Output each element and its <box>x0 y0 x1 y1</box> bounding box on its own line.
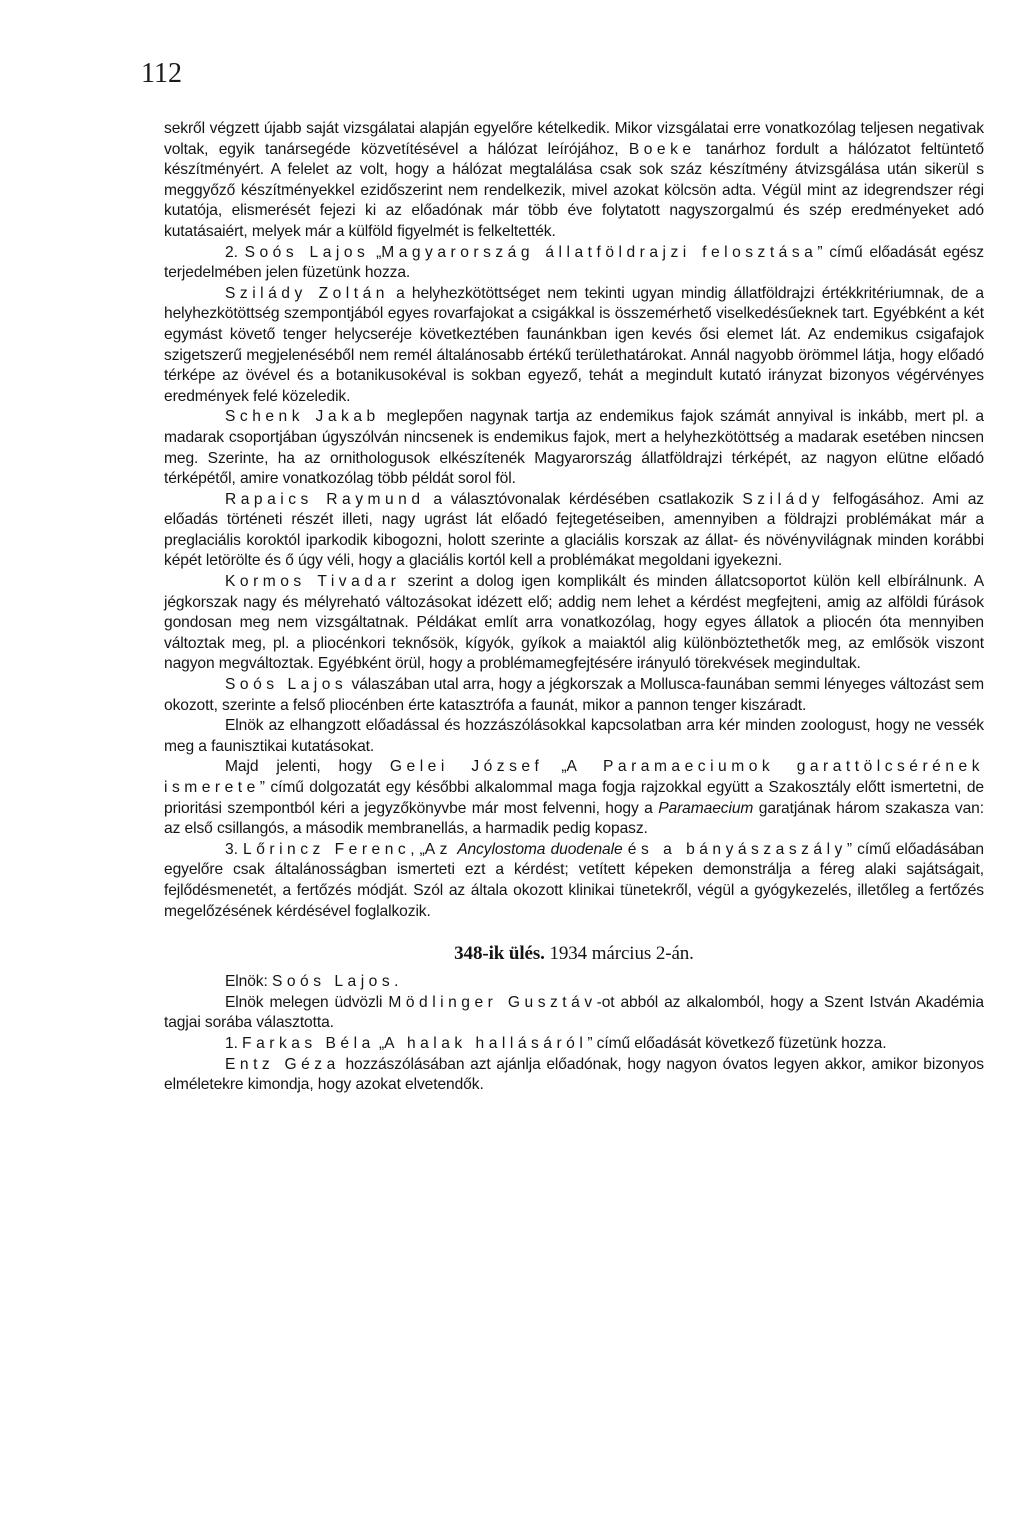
text-run: Elnök: <box>225 973 272 991</box>
paragraph <box>164 572 984 675</box>
spaced-name: Mödlinger Gusztáv <box>388 993 597 1011</box>
text-run: , „ <box>410 840 425 858</box>
paragraph <box>164 1034 984 1055</box>
paragraph <box>164 243 984 284</box>
paragraph <box>164 993 984 1034</box>
paragraph <box>164 840 984 922</box>
paragraph <box>164 675 984 716</box>
spaced-name: Soós Lajos <box>244 243 370 261</box>
spaced-name: Kormos Tivadar <box>225 573 401 591</box>
text-run: . <box>394 973 399 991</box>
text-run: 2. <box>225 243 245 261</box>
body-text <box>164 119 984 1096</box>
italic-term: Paramaecium <box>658 799 754 817</box>
text-run: ” című előadását következő füzetünk hozza. <box>587 1034 887 1052</box>
text-run: -ot abból az alkalomból, hogy a Szent István Akadémia tagjai sorába választotta. <box>164 993 984 1032</box>
paragraph <box>164 407 984 489</box>
spaced-name: Szilády <box>742 490 825 508</box>
text-run: a helyhezkötöttséget nem tekinti ugyan mindig állatföldrajzi értékkritériumnak, de a helyhezkötöttség szempontjából egyes rovarfajokat a csigákkal is összemérhető viselkedésűeknek tart. Egyébként a két egymást követő tenger helycseréje következtében faunánkban igen kevés ősi elemet lát. Az endemikus csigafajok szigetszerű megjelenéséből nem remél általánosabb értékű területhatárokat. Annál nagyobb örömmel látja, hogy előadó térképe az övével és a botanikusokéval is sokban egyező, tehát a megindult kutató irányzat bizonyos végérvényes eredmények felé közeledik. <box>164 284 984 405</box>
proceedings-paragraphs <box>164 119 984 922</box>
spaced-name: Boeke <box>628 140 696 158</box>
session-heading <box>164 942 984 966</box>
spaced-name: Rapaics Raymund <box>225 490 425 508</box>
text-run: „ <box>369 243 382 261</box>
spaced-name: A Paramaeciumok garattölcsérének ismerete <box>164 758 984 796</box>
spaced-name: és a bányászaszály <box>627 840 847 858</box>
text-run: garatjának három szakasza van: az első csillangós, a második membranellás, a harmadik pedig kopasz. <box>164 799 984 838</box>
spaced-name: Entz Géza <box>225 1055 340 1073</box>
spaced-name: Az <box>424 840 452 858</box>
paragraph <box>164 1055 984 1096</box>
text-run: ” című előadását egész terjedelmében jelen füzetünk hozza. <box>164 243 985 282</box>
paragraph <box>164 490 984 572</box>
text-run: felfogásához. Ami az előadás történeti részét illeti, nagy ugrást lát előadó fejtegetéseiben, amennyiben a földrajzi problémákat már a preglaciális koroktól iparkodik kibogozni, holott szerinte a glaciális korszak az állat- és növényvilágnak minden korábbi képét letörölte és ő úgy véli, hogy a glaciális kortól kell a problémákat megoldani igyekezni. <box>164 490 984 570</box>
paragraph <box>164 716 984 757</box>
spaced-name: Schenk Jakab <box>225 408 380 426</box>
text-run: Majd jelenti, hogy <box>225 758 390 776</box>
text-run: „ <box>374 1034 385 1052</box>
spaced-name: Soós Lajos <box>225 676 348 694</box>
spaced-name: Farkas Béla <box>242 1034 375 1052</box>
text-run: „ <box>543 758 567 776</box>
text-run: ” című dolgozatát egy későbbi alkalommal maga fogja rajzokkal együtt a Szakosztály előtt ismertetni, de prioritási szempontból kéri a jegyzőkönyvbe már most felvenni, hogy a <box>164 779 984 817</box>
text-run: 1. <box>225 1034 243 1052</box>
page-number: 112 <box>141 58 182 89</box>
paragraph <box>164 284 984 408</box>
session-number: 348-ik ülés. <box>454 943 545 965</box>
text-run: válaszában utal arra, hogy a jégkorszak a Mollusca-faunában semmi lényeges változást sem okozott, szerinte a felső pliocénben érte katasztrófa a faunát, mikor a pannon tenger kiszáradt. <box>164 676 985 714</box>
text-run: tanárhoz fordult a hálózatot feltüntető készítményért. A felelet az volt, hogy a hálózat megtalálása csak sok száz készítmény átvizsgálása után sikerül s meggyőző készítményekkel ezidőszerint nem rendelkezik, mivel azokat kölcsön adta. Végül mint az idegrendszer régi kutatója, elismerését fejezi ki az előadónak már több éve folytatott nagyszorgalmú és szép eredményeket adó kutatásaiért, melyek már a külföld figyelmét is felkeltették. <box>164 140 984 240</box>
text-run: hozzászólásában azt ajánlja előadónak, hogy nagyon óvatos legyen akkor, amikor bizonyos elméletekre kimondja, hogy azokat elvetendők. <box>164 1055 985 1094</box>
paragraph <box>164 972 984 993</box>
paragraph <box>164 757 984 839</box>
text-run: 3. <box>225 840 244 858</box>
spaced-name: Magyarország állatföldrajzi felosztása <box>381 243 818 261</box>
text-run: Elnök melegen üdvözli <box>225 993 389 1011</box>
text-run: sekről végzett újabb saját vizsgálatai alapján egyelőre kételkedik. Mikor vizsgálatai erre vonatkozólag teljesen negativak voltak, egyik tanársegéde közvetítésével a hálózat leírójához, <box>164 120 984 158</box>
session-paragraphs <box>164 972 984 1096</box>
spaced-name: Lőrincz Ferenc <box>243 840 411 858</box>
text-run: a választóvonalak kérdésében csatlakozik <box>424 490 743 508</box>
text-run: meglepően nagynak tartja az endemikus fajok számát annyival is inkább, mert pl. a madarak csoportjában úgyszólván nincsenek is endemikus fajok, mert a helyhezkötöttség a madarak esetében nincsen meg. Szerinte, ha az ornithologusok elkészítenék Magyarország állatföldrajzi térképét, az nagyon elütne előadó térképétől, amire vonatkozólag több példát sorol föl. <box>164 408 984 488</box>
text-run: ” című előadásában egyelőre csak általánosságban ismerteti ezt a kérdést; vetített képeken demonstrálja a féreg alaki sajátságait, fejlődésmenetét, a fertőzés módját. Szól az általa okozott klinikai tünetekről, végül a gyógykezelés, illetőleg a fertőzés megelőzésének kérdésével foglalkozik. <box>164 840 984 920</box>
text-run: Elnök az elhangzott előadással és hozzászólásokkal kapcsolatban arra kér minden zoologust, hogy ne vessék meg a faunisztikai kutatásokat. <box>164 717 984 755</box>
spaced-name: Soós Lajos <box>271 973 395 991</box>
paragraph <box>164 119 984 243</box>
text-run: szerint a dolog igen komplikált és minden állatcsoportot külön kell elbírálnunk. A jégkorszak nagy és mélyreható változásokat idézett elő; addig nem lehet a kérdést megfejteni, amig az alföldi fúrások gondosan meg nem vizsgáltatnak. Példákat említ arra vonatkozólag, hogy egyes állatok a pliocén óta mennyiben változtak meg, pl. a pliocénkori teknősök, kígyók, gyíkok a maiaktól alig különböztethetők meg, az emlősök viszont nagyon megváltoztak. Egyébként örül, hogy a problémamegfejtésére irányuló törekvések megindultak. <box>164 573 985 673</box>
spaced-name: A halak hallásáról <box>384 1034 588 1052</box>
spaced-name: Gelei József <box>389 758 544 776</box>
spaced-name: Szilády Zoltán <box>225 284 389 302</box>
session-date: 1934 március 2-án. <box>549 943 694 965</box>
italic-term: Ancylostoma duodenale <box>457 840 623 858</box>
